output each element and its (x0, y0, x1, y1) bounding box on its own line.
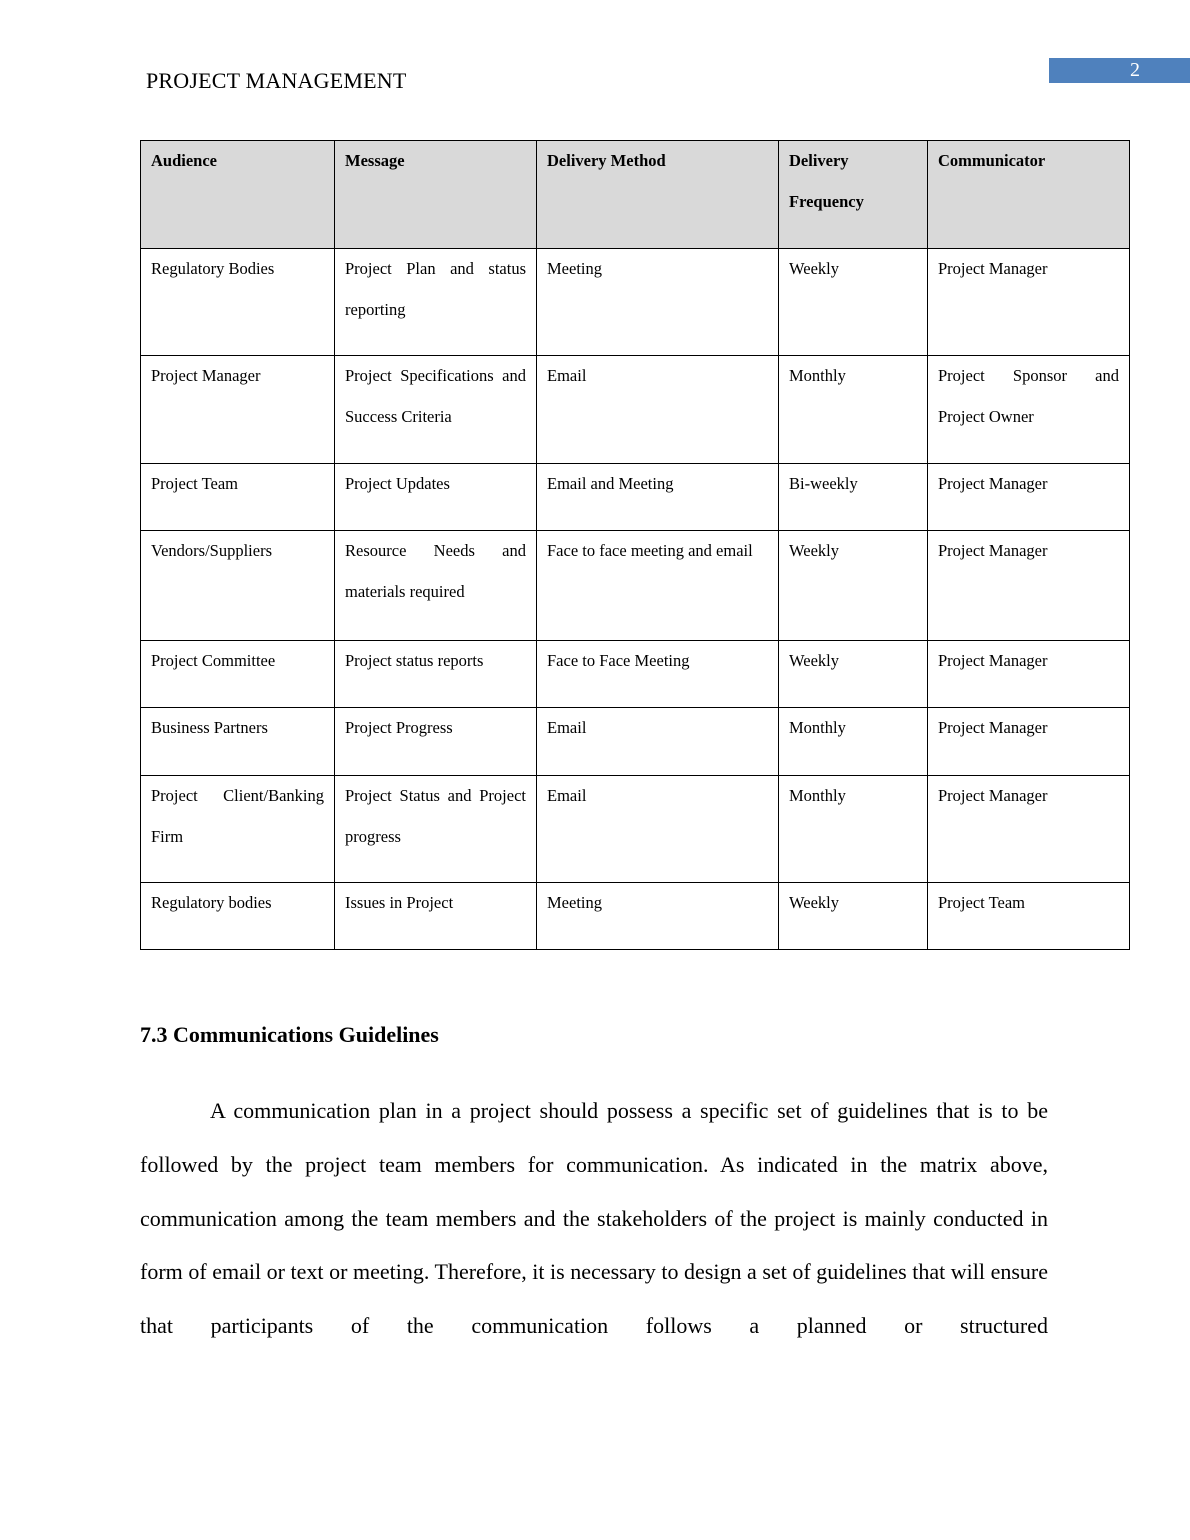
table-cell-delivery-frequency: Weekly (779, 531, 928, 641)
page-number-bar (1049, 58, 1190, 83)
table-cell-audience: Regulatory bodies (141, 883, 335, 950)
table-row (141, 356, 1130, 464)
table-row (141, 531, 1130, 641)
table-cell-communicator: Project Manager (928, 464, 1130, 531)
table-cell-delivery-frequency: Bi-weekly (779, 464, 928, 531)
table-cell-message: Project Status and Project progress (335, 776, 537, 883)
table-cell-delivery-method: Face to Face Meeting (537, 641, 779, 708)
table-cell-delivery-method: Meeting (537, 883, 779, 950)
table-cell-communicator: Project Manager (928, 531, 1130, 641)
body-paragraph: A communication plan in a project should possess a specific set of guidelines that is to be followed by the project team members for communication. As indicated in the matrix above, communication among the team members and the stakeholders of the project is mainly conducted in form of email or text or meeting. Therefore, it is necessary to design a set of guidelines that will ensure that participants of the communication follows a planned or structured (140, 1098, 1048, 1339)
table-cell-delivery-frequency: Monthly (779, 708, 928, 776)
table-cell-audience: Regulatory Bodies (141, 249, 335, 356)
table-cell-delivery-method: Email (537, 356, 779, 464)
table-cell-delivery-frequency: Weekly (779, 641, 928, 708)
table-cell-delivery-method: Email (537, 708, 779, 776)
table-cell-message: Project Updates (335, 464, 537, 531)
table-cell-audience: Project Committee (141, 641, 335, 708)
table-cell-message: Project Specifications and Success Criteria (335, 356, 537, 464)
table-cell-communicator: Project Team (928, 883, 1130, 950)
column-header-communicator: Communicator (928, 141, 1130, 249)
table-cell-communicator: Project Manager (928, 249, 1130, 356)
table-row (141, 641, 1130, 708)
table-row (141, 249, 1130, 356)
table-cell-delivery-method: Email (537, 776, 779, 883)
column-header-delivery-method: Delivery Method (537, 141, 779, 249)
table-cell-audience: Vendors/Suppliers (141, 531, 335, 641)
table-row (141, 883, 1130, 950)
page-number: 2 (1130, 59, 1140, 81)
table-cell-message: Project Plan and status reporting (335, 249, 537, 356)
table-cell-communicator: Project Sponsor and Project Owner (928, 356, 1130, 464)
table-cell-delivery-method: Email and Meeting (537, 464, 779, 531)
table-cell-audience: Project Team (141, 464, 335, 531)
table-row (141, 708, 1130, 776)
table-cell-audience: Project Manager (141, 356, 335, 464)
table-cell-communicator: Project Manager (928, 641, 1130, 708)
table-cell-delivery-frequency: Monthly (779, 776, 928, 883)
table-cell-delivery-frequency: Monthly (779, 356, 928, 464)
column-header-delivery-frequency: Delivery Frequency (779, 141, 928, 249)
table-cell-message: Resource Needs and materials required (335, 531, 537, 641)
table-cell-message: Project status reports (335, 641, 537, 708)
table-cell-delivery-frequency: Weekly (779, 249, 928, 356)
table-cell-audience: Project Client/Banking Firm (141, 776, 335, 883)
table-row (141, 776, 1130, 883)
column-header-message: Message (335, 141, 537, 249)
table-cell-delivery-frequency: Weekly (779, 883, 928, 950)
table-cell-communicator: Project Manager (928, 776, 1130, 883)
table-cell-delivery-method: Face to face meeting and email (537, 531, 779, 641)
table-cell-message: Issues in Project (335, 883, 537, 950)
table-cell-audience: Business Partners (141, 708, 335, 776)
running-head: PROJECT MANAGEMENT (146, 68, 407, 93)
table-cell-message: Project Progress (335, 708, 537, 776)
table-row (141, 464, 1130, 531)
table-cell-communicator: Project Manager (928, 708, 1130, 776)
section-heading: 7.3 Communications Guidelines (140, 1022, 439, 1047)
column-header-audience: Audience (141, 141, 335, 249)
table-header-row (141, 141, 1130, 249)
communication-matrix-table (140, 140, 1130, 950)
table-cell-delivery-method: Meeting (537, 249, 779, 356)
